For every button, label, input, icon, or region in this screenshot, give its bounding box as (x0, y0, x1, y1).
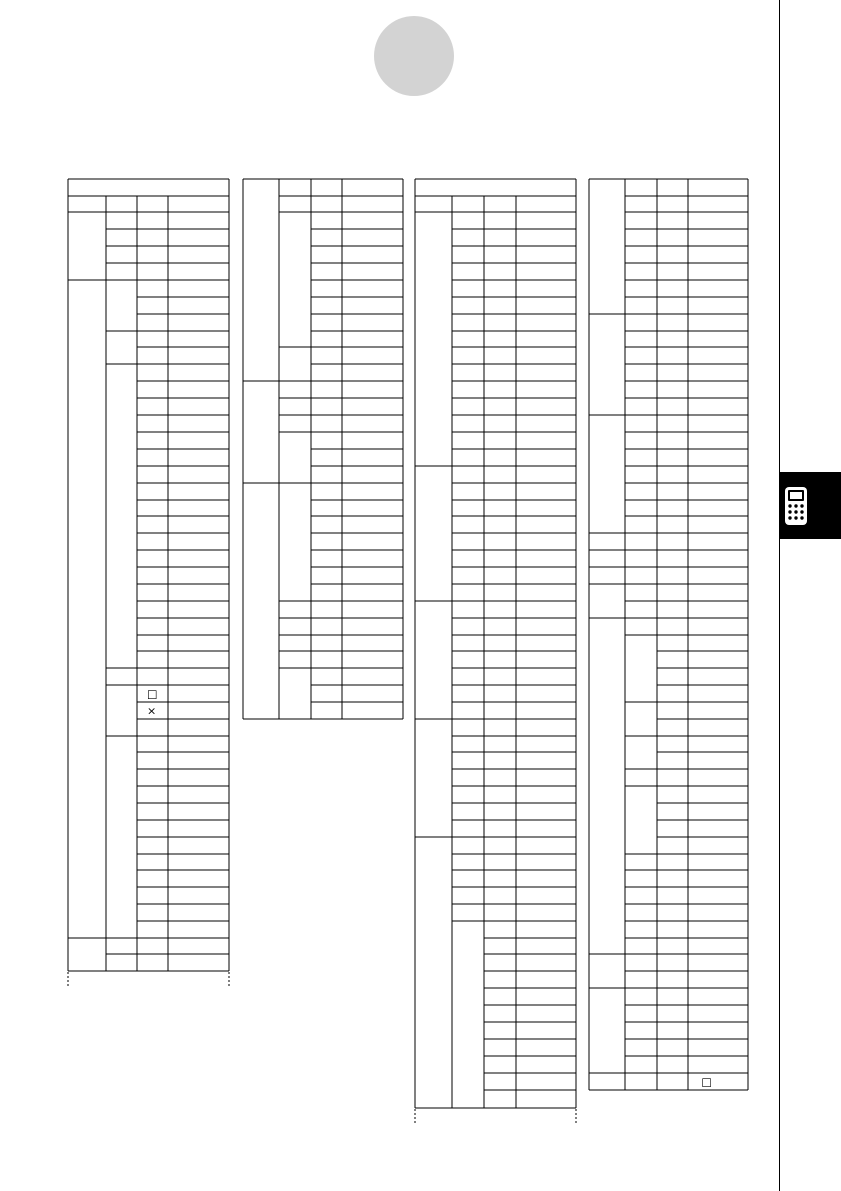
box-symbol-cell: □ (701, 1075, 712, 1089)
box-symbol-cell: □ (147, 687, 158, 701)
times-symbol-cell: × (147, 704, 157, 718)
